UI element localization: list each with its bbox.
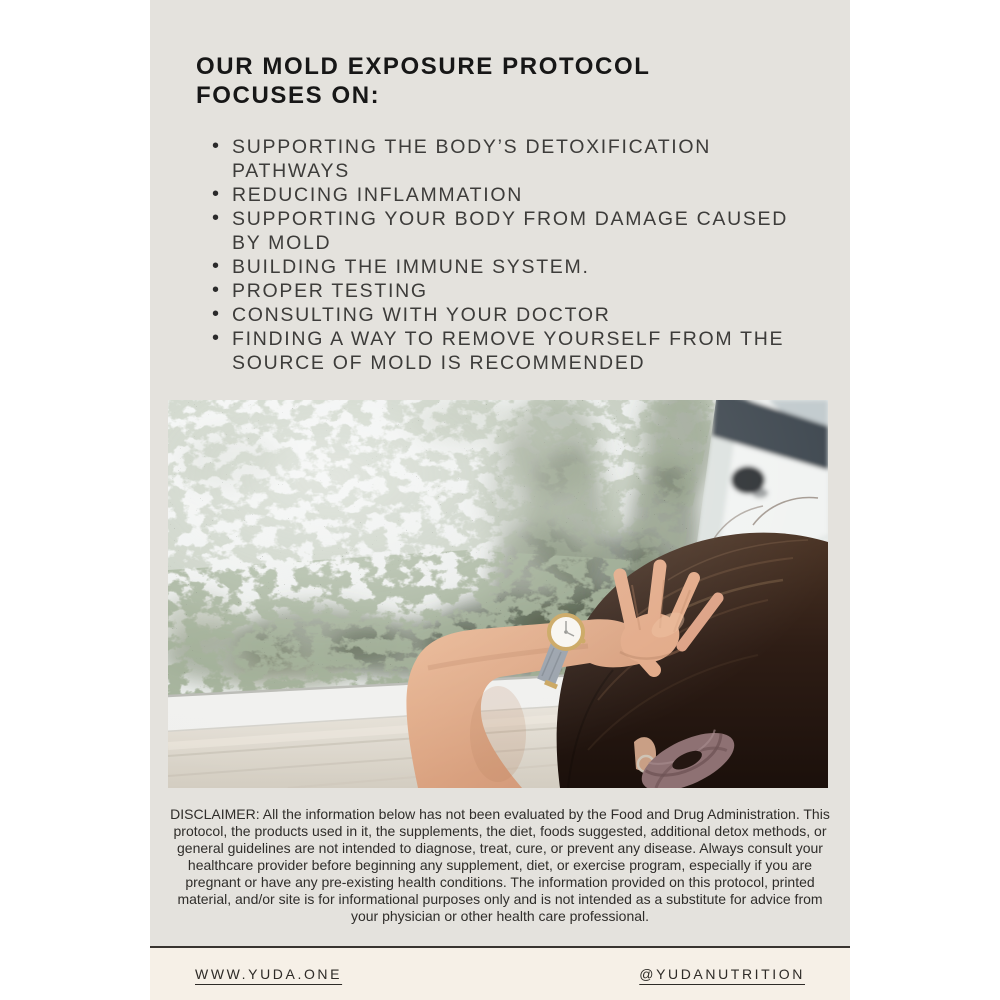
social-handle-link[interactable]: @YUDANUTRITION — [639, 966, 805, 982]
protocol-item: • REDUCING INFLAMMATION — [212, 183, 790, 207]
protocol-item: • SUPPORTING YOUR BODY FROM DAMAGE CAUSED BY MOLD — [212, 207, 790, 255]
website-link[interactable]: WWW.YUDA.ONE — [195, 966, 343, 982]
mold-photo-illustration — [168, 400, 828, 788]
protocol-list — [212, 135, 790, 375]
protocol-item: • CONSULTING WITH YOUR DOCTOR — [212, 303, 790, 327]
page-card — [150, 0, 850, 1000]
page-title-line-2: FOCUSES ON: — [196, 82, 381, 109]
disclaimer-text: DISCLAIMER: All the information below has not been evaluated by the Food and Drug Administration. This protocol, the products used in it, the supplements, the diet, foods suggested, additional detox methods, or general guidelines are not intended to diagnose, treat, cure, or prevent any disease. Always consult your healthcare provider before beginning any supplement, diet, or exercise program, especially if you are pregnant or have any pre-existing health conditions. The information provided on this protocol, printed material, and/or site is for informational purposes only and is not intended as a substitute for advice from your physician or other health care professional. — [170, 806, 830, 924]
footer-bar — [150, 946, 850, 1000]
page-title-line-1: OUR MOLD EXPOSURE PROTOCOL — [196, 53, 651, 80]
protocol-item: • SUPPORTING THE BODY’S DETOXIFICATION PATHWAYS — [212, 135, 790, 183]
protocol-item: • BUILDING THE IMMUNE SYSTEM. — [212, 255, 790, 279]
protocol-item: • FINDING A WAY TO REMOVE YOURSELF FROM THE SOURCE OF MOLD IS RECOMMENDED — [212, 327, 790, 375]
protocol-item: • PROPER TESTING — [212, 279, 790, 303]
page-title — [196, 52, 651, 110]
mold-photo — [168, 400, 828, 788]
